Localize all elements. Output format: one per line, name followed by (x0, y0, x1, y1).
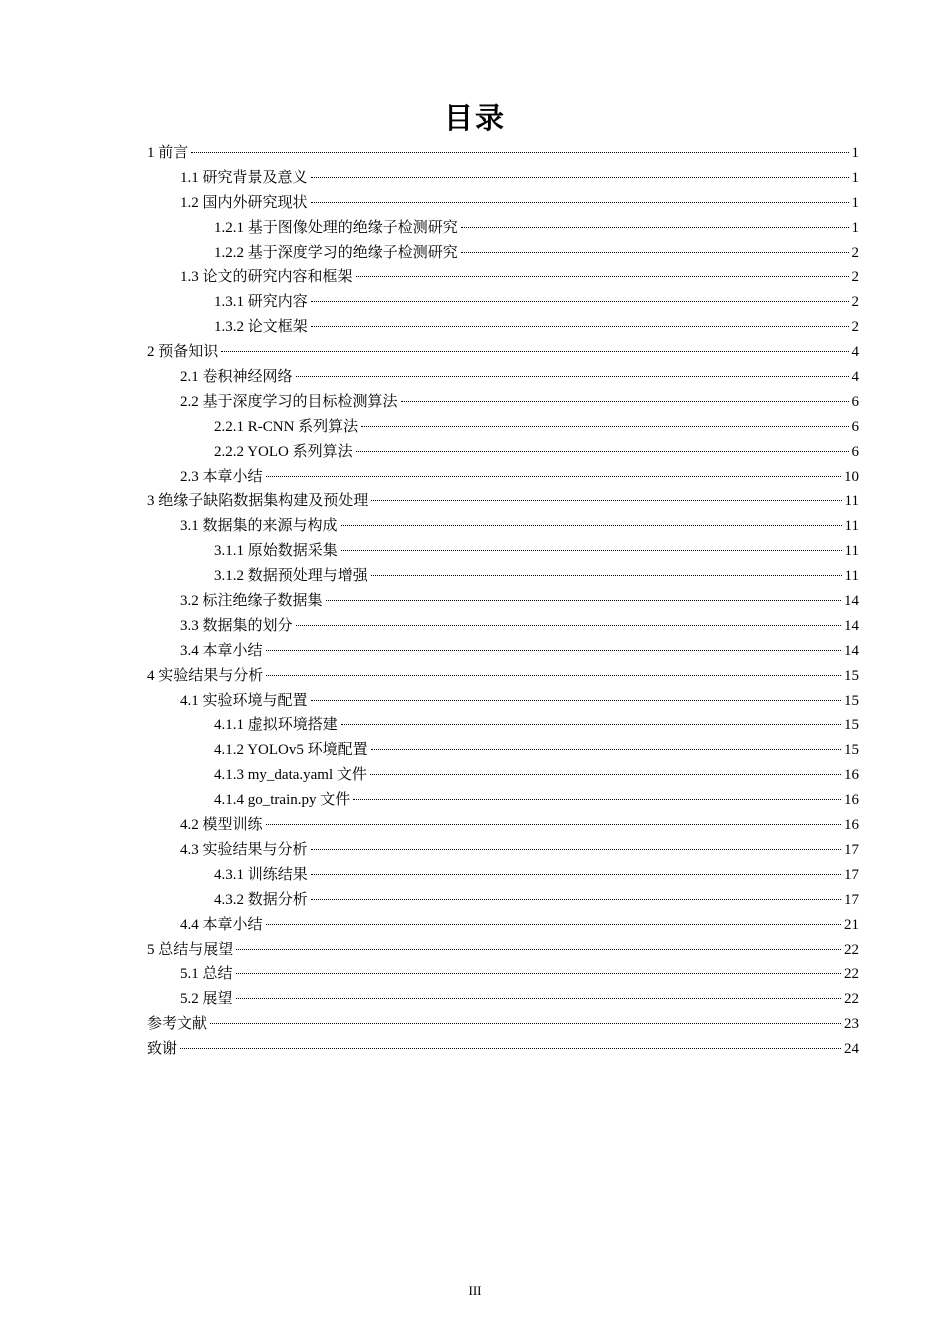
toc-entry-label: 4.3.1 训练结果 (214, 866, 308, 883)
toc-entry-label: 1.3.1 研究内容 (214, 294, 308, 311)
toc-entry[interactable] (147, 664, 859, 689)
toc-entry[interactable] (147, 938, 859, 963)
toc-entry-label: 4.3 实验结果与分析 (180, 841, 308, 858)
toc-entry-page-number: 17 (844, 866, 859, 883)
toc-entry-page-number: 16 (844, 817, 859, 834)
toc-entry[interactable] (147, 589, 859, 614)
toc-entry[interactable] (147, 365, 859, 390)
toc-entry-label: 1.3 论文的研究内容和框架 (180, 269, 353, 286)
toc-entry-page-number: 2 (851, 244, 859, 261)
toc-entry-label: 3.4 本章小结 (180, 642, 263, 659)
dot-leader (266, 650, 841, 651)
dot-leader (311, 849, 841, 850)
toc-entry[interactable] (147, 265, 859, 290)
toc-entry[interactable] (147, 290, 859, 315)
toc-entry-label: 4.4 本章小结 (180, 916, 263, 933)
dot-leader (191, 152, 848, 153)
toc-entry-page-number: 11 (844, 518, 859, 535)
toc-entry-label: 2.2.1 R-CNN 系列算法 (214, 418, 359, 435)
toc-entry[interactable] (147, 813, 859, 838)
toc-entry-label: 3.1 数据集的来源与构成 (180, 518, 338, 535)
toc-entry[interactable] (147, 788, 859, 813)
toc-entry-label: 1.2.2 基于深度学习的绝缘子检测研究 (214, 244, 458, 261)
toc-entry-label: 3.2 标注绝缘子数据集 (180, 593, 323, 610)
toc-entry[interactable] (147, 987, 859, 1012)
dot-leader (296, 625, 841, 626)
toc-entry-page-number: 14 (844, 617, 859, 634)
toc-entry[interactable] (147, 390, 859, 415)
toc-entry-label: 2 预备知识 (147, 344, 219, 361)
dot-leader (266, 824, 841, 825)
toc-entry-page-number: 23 (844, 1016, 859, 1033)
dot-leader (221, 351, 848, 352)
toc-entry-label: 3 绝缘子缺陷数据集构建及预处理 (147, 493, 369, 510)
toc-entry[interactable] (147, 738, 859, 763)
dot-leader (311, 899, 841, 900)
dot-leader (326, 600, 841, 601)
toc-entry-page-number: 22 (844, 991, 859, 1008)
toc-entry[interactable] (147, 1037, 859, 1062)
toc-entry[interactable] (147, 913, 859, 938)
toc-entry-page-number: 22 (844, 941, 859, 958)
toc-entry-label: 2.3 本章小结 (180, 468, 263, 485)
toc-entry-label: 2.2 基于深度学习的目标检测算法 (180, 393, 398, 410)
toc-entry[interactable] (147, 888, 859, 913)
toc-entry[interactable] (147, 216, 859, 241)
toc-entry-label: 2.2.2 YOLO 系列算法 (214, 443, 353, 460)
dot-leader (353, 799, 841, 800)
toc-entry-label: 5.1 总结 (180, 966, 233, 983)
toc-entry-label: 4.1.2 YOLOv5 环境配置 (214, 742, 368, 759)
toc-entry-page-number: 2 (851, 294, 859, 311)
toc-entry-label: 2.1 卷积神经网络 (180, 369, 293, 386)
toc-entry-page-number: 1 (851, 219, 859, 236)
toc-entry-label: 4.1.1 虚拟环境搭建 (214, 717, 338, 734)
page-number: III (468, 1283, 482, 1298)
dot-leader (341, 724, 841, 725)
toc-entry-page-number: 1 (851, 169, 859, 186)
toc-entry-page-number: 17 (844, 891, 859, 908)
toc-entry-label: 4 实验结果与分析 (147, 667, 264, 684)
toc-entry[interactable] (147, 1012, 859, 1037)
toc-entry[interactable] (147, 689, 859, 714)
dot-leader (236, 949, 841, 950)
toc-entry-page-number: 24 (844, 1041, 859, 1058)
toc-entry-page-number: 11 (844, 493, 859, 510)
toc-entry-label: 3.1.2 数据预处理与增强 (214, 568, 368, 585)
dot-leader (266, 924, 841, 925)
toc-entry-label: 4.2 模型训练 (180, 817, 263, 834)
toc-entry-page-number: 15 (844, 692, 859, 709)
toc-entry[interactable] (147, 340, 859, 365)
dot-leader (371, 749, 841, 750)
dot-leader (311, 874, 841, 875)
dot-leader (370, 774, 841, 775)
toc-entry-page-number: 2 (851, 319, 859, 336)
toc-entry[interactable] (147, 838, 859, 863)
toc-entry-label: 1.2 国内外研究现状 (180, 194, 308, 211)
toc-entry-page-number: 1 (851, 194, 859, 211)
dot-leader (311, 177, 849, 178)
dot-leader (236, 973, 841, 974)
toc-entry-page-number: 6 (851, 418, 859, 435)
dot-leader (311, 301, 849, 302)
toc-entry-page-number: 4 (851, 344, 859, 361)
toc-entry-label: 4.1.3 my_data.yaml 文件 (214, 767, 367, 784)
toc-entry-page-number: 6 (851, 393, 859, 410)
toc-entry-label: 致谢 (147, 1041, 178, 1058)
toc-entry[interactable] (147, 713, 859, 738)
toc-entry[interactable] (147, 415, 859, 440)
dot-leader (311, 700, 841, 701)
toc-entry-page-number: 16 (844, 792, 859, 809)
dot-leader (461, 227, 849, 228)
toc-entry-label: 3.1.1 原始数据采集 (214, 543, 338, 560)
dot-leader (180, 1048, 841, 1049)
dot-leader (356, 451, 849, 452)
toc-entry-label: 1 前言 (147, 145, 189, 161)
toc-entry-page-number: 1 (851, 145, 859, 161)
toc-entry-page-number: 15 (844, 742, 859, 759)
toc-entry[interactable] (147, 315, 859, 340)
dot-leader (311, 326, 849, 327)
toc-entry[interactable] (147, 465, 859, 490)
toc-entry[interactable] (147, 489, 859, 514)
dot-leader (356, 276, 849, 277)
toc-entry[interactable] (147, 763, 859, 788)
toc-entry-label: 参考文献 (147, 1016, 208, 1033)
toc-entry-label: 4.3.2 数据分析 (214, 891, 308, 908)
toc-entry-page-number: 15 (844, 717, 859, 734)
dot-leader (371, 575, 842, 576)
toc-entry[interactable] (147, 962, 859, 987)
dot-leader (371, 500, 841, 501)
toc-entry-page-number: 15 (844, 667, 859, 684)
page-title: 目录 (443, 101, 506, 135)
toc-entry-page-number: 21 (844, 916, 859, 933)
toc-entry-page-number: 22 (844, 966, 859, 983)
dot-leader (461, 252, 849, 253)
toc-entry-label: 5 总结与展望 (147, 941, 234, 958)
toc-entry-page-number: 4 (851, 369, 859, 386)
dot-leader (266, 476, 841, 477)
toc-entry[interactable] (147, 141, 859, 166)
dot-leader (266, 675, 841, 676)
toc-entry-page-number: 14 (844, 642, 859, 659)
toc-entry-page-number: 10 (844, 468, 859, 485)
toc-entry-page-number: 6 (851, 443, 859, 460)
toc-entry-label: 4.1.4 go_train.py 文件 (214, 792, 351, 809)
toc-entry-page-number: 11 (844, 568, 859, 585)
toc-entry[interactable] (147, 539, 859, 564)
toc-entry-page-number: 11 (844, 543, 859, 560)
toc-entry[interactable] (147, 166, 859, 191)
toc-entry[interactable] (147, 241, 859, 266)
toc-entry-label: 4.1 实验环境与配置 (180, 692, 308, 709)
toc-entry-label: 5.2 展望 (180, 991, 233, 1008)
dot-leader (210, 1023, 841, 1024)
toc-entry-page-number: 17 (844, 841, 859, 858)
dot-leader (341, 525, 842, 526)
toc-entry[interactable] (147, 564, 859, 589)
dot-leader (311, 202, 849, 203)
toc-entry-label: 1.3.2 论文框架 (214, 319, 308, 336)
toc-entry-page-number: 14 (844, 593, 859, 610)
toc-entry[interactable] (147, 639, 859, 664)
toc-entry[interactable] (147, 614, 859, 639)
dot-leader (236, 998, 841, 999)
toc-entry[interactable] (147, 514, 859, 539)
dot-leader (341, 550, 842, 551)
dot-leader (361, 426, 848, 427)
toc-entry-page-number: 2 (851, 269, 859, 286)
toc-entry[interactable] (147, 191, 859, 216)
table-of-contents (147, 141, 859, 1062)
toc-entry-label: 3.3 数据集的划分 (180, 617, 293, 634)
toc-entry-label: 1.1 研究背景及意义 (180, 169, 308, 186)
toc-entry[interactable] (147, 863, 859, 888)
toc-entry-label: 1.2.1 基于图像处理的绝缘子检测研究 (214, 219, 458, 236)
toc-entry-page-number: 16 (844, 767, 859, 784)
toc-entry[interactable] (147, 440, 859, 465)
dot-leader (296, 376, 849, 377)
dot-leader (401, 401, 849, 402)
